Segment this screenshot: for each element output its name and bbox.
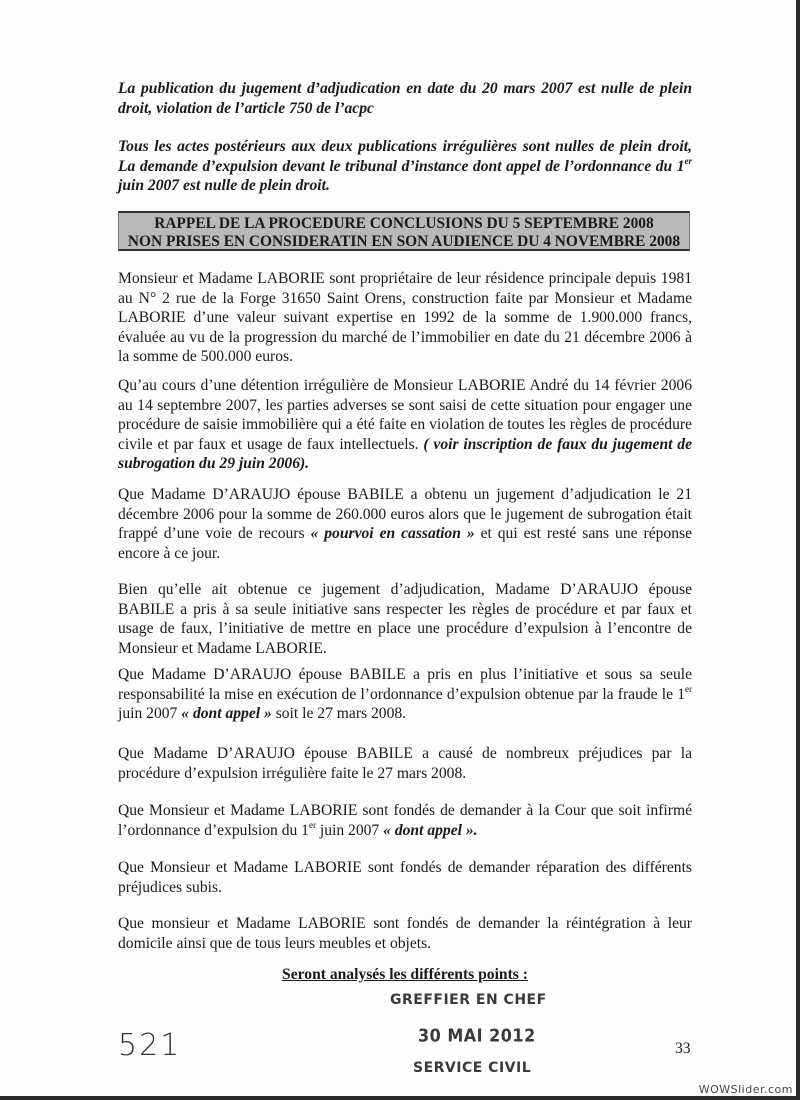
intro-paragraph-2 bbox=[118, 137, 692, 196]
body-paragraph-3 bbox=[118, 485, 692, 563]
page-border-right bbox=[796, 0, 800, 1100]
intro-paragraph-2-end: juin 2007 est nulle de plein droit. bbox=[118, 177, 330, 195]
body-paragraph-5-quote: « dont appel » bbox=[181, 705, 272, 723]
body-paragraph-2 bbox=[118, 376, 692, 474]
body-paragraph-5-end: soit le 27 mars 2008. bbox=[271, 705, 407, 723]
intro-paragraph-2-text: Tous les actes postérieurs aux deux publications irrégulières sont nulles de plein droit, La demande d’expulsion devant le tribunal d’instance dont appel de l’ordonnance du 1 bbox=[118, 138, 692, 175]
banner-line-2: NON PRISES EN CONSIDERATIN EN SON AUDIENCE DU 4 NOVEMBRE 2008 bbox=[127, 233, 681, 250]
body-paragraph-7-text: Que Monsieur et Madame LABORIE sont fondés de demander à la Cour que soit infirmé l’ordonnance d’expulsion du 1 bbox=[118, 802, 692, 839]
banner-line-1: RAPPEL DE LA PROCEDURE CONCLUSIONS DU 5 SEPTEMBRE 2008 bbox=[154, 215, 654, 232]
intro-paragraph-1: La publication du jugement d’adjudication en date du 20 mars 2007 est nulle de plein droit, violation de l’article 750 de l’acpc bbox=[118, 80, 692, 117]
page-border-bottom bbox=[0, 1096, 800, 1100]
body-paragraph-7-date: juin 2007 bbox=[315, 821, 384, 839]
stamp-greffier: GREFFIER EN CHEF bbox=[390, 992, 547, 1008]
superscript: er bbox=[308, 819, 316, 830]
body-paragraph-6: Que Madame D’ARAUJO épouse BABILE a causé de nombreux préjudices par la procédure d’expulsion irrégulière faite le 27 mars 2008. bbox=[118, 745, 692, 782]
body-paragraph-1: Monsieur et Madame LABORIE sont propriétaire de leur résidence principale depuis 1981 au N° 2 rue de la Forge 31650 Saint Orens, construction faite par Monsieur et Madame LABORIE d’une valeur suivant expertise en 1992 de la somme de 1.900.000 francs, évaluée au vu de la progression du marché de l’immobilier en date du 21 décembre 2006 à la somme de 500.000 euros. bbox=[118, 270, 692, 366]
body-paragraph-2-text: Qu’au cours d’une détention irrégulière de Monsieur LABORIE André du 14 février 2006 au 14 septembre 2007, les parties adverses se sont saisi de cette situation pour engager une procédure de saisie immobilière qui a été faite en violation de toutes les règles de procédure civile et par faux et usage de faux intellectuels. bbox=[118, 377, 692, 453]
body-paragraph-9: Que monsieur et Madame LABORIE sont fondés de demander la réintégration à leur domicile ainsi que de tous leurs meubles et objets. bbox=[118, 915, 692, 952]
superscript: er bbox=[684, 155, 692, 166]
handwritten-number: 521 bbox=[118, 1028, 182, 1063]
body-paragraph-3-quote: « pourvoi en cassation » bbox=[310, 525, 475, 543]
body-paragraph-7 bbox=[118, 801, 692, 840]
section-banner bbox=[118, 211, 690, 251]
superscript: er bbox=[685, 683, 692, 694]
body-paragraph-5 bbox=[118, 665, 692, 724]
body-paragraph-8: Que Monsieur et Madame LABORIE sont fondés de demander réparation des différents préjudices subis. bbox=[118, 859, 692, 896]
watermark: WOWSlider.com bbox=[696, 1083, 796, 1096]
stamp-service: SERVICE CIVIL bbox=[413, 1060, 532, 1076]
body-paragraph-4: Bien qu’elle ait obtenue ce jugement d’adjudication, Madame D’ARAUJO épouse BABILE a pris à sa seule initiative sans respecter les règles de procédure et par faux et usage de faux, l’initiative de mettre en place une procédure d’expulsion à l’encontre de Monsieur et Madame LABORIE. bbox=[118, 581, 692, 657]
body-paragraph-3-end: et qui est resté sans une réponse encore à ce jour. bbox=[118, 525, 693, 562]
body-paragraph-5-text: Que Madame D’ARAUJO épouse BABILE a pris en plus l’initiative et sous sa seule responsabilité la mise en exécution de l’ordonnance d’expulsion obtenue par la fraude le 1 bbox=[118, 666, 692, 703]
body-paragraph-2-reference: ( voir inscription de faux du jugement de subrogation du 29 juin 2006). bbox=[118, 435, 692, 473]
page-number: 33 bbox=[675, 1040, 691, 1057]
section-heading: Seront analysés les différents points : bbox=[282, 966, 528, 983]
body-paragraph-7-quote: « dont appel ». bbox=[383, 821, 478, 839]
stamp-date: 30 MAI 2012 bbox=[418, 1025, 536, 1046]
body-paragraph-3-text: Que Madame D’ARAUJO épouse BABILE a obtenu un jugement d’adjudication le 21 décembre 2006 pour la somme de 260.000 euros alors que le jugement de subrogation était frappé d’une voie de recours bbox=[118, 486, 692, 543]
body-paragraph-5-date: juin 2007 bbox=[118, 705, 182, 723]
